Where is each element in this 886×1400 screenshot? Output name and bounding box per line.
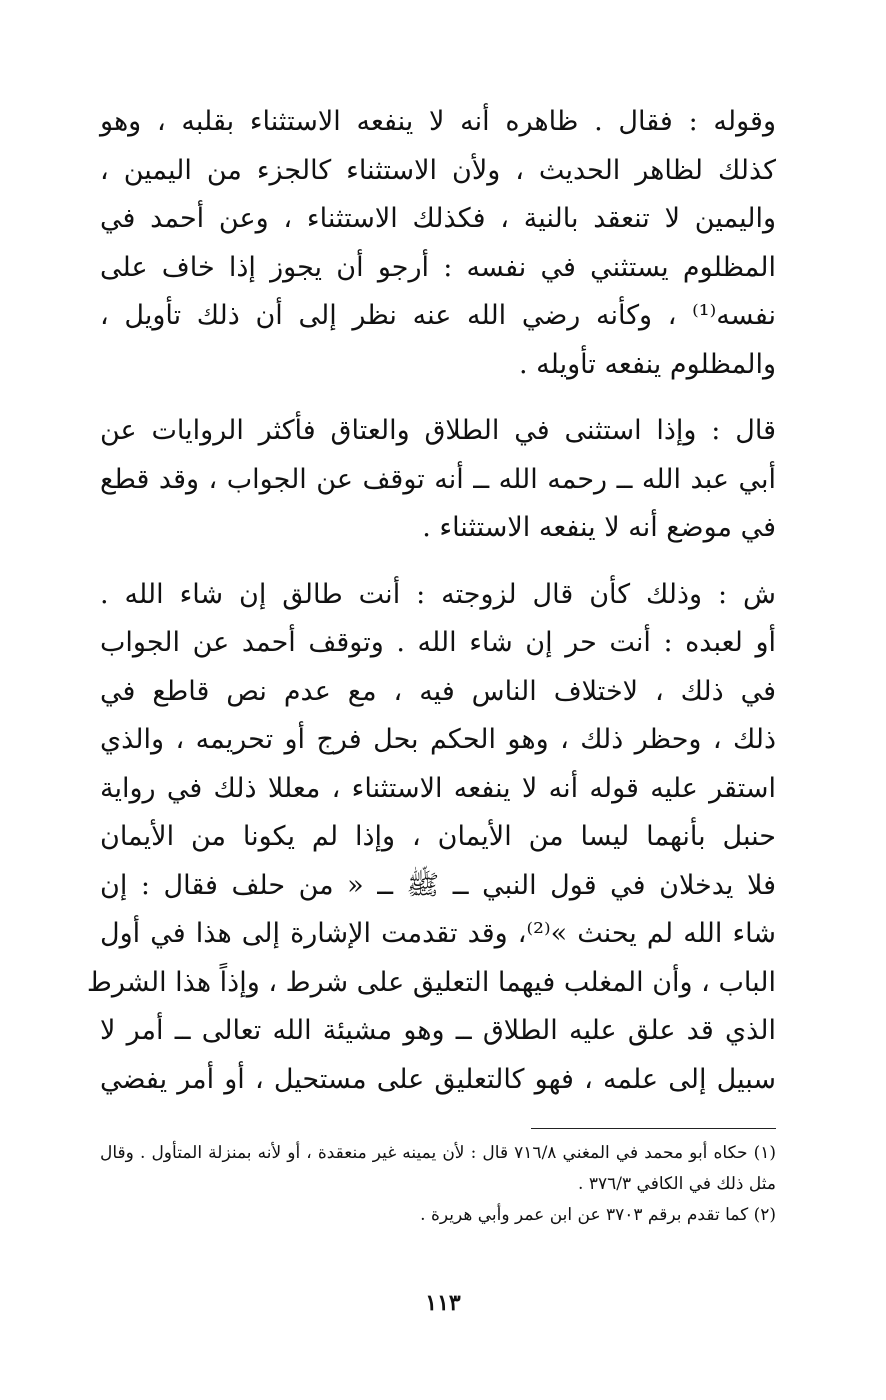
text-line: فلا يدخلان في قول النبي ــ ﷺ ــ « من حلف فقال : إن [100, 869, 776, 901]
text-line: الذي قد علق عليه الطلاق ــ وهو مشيئة الله تعالى ــ أمر لا [100, 1015, 776, 1046]
text-line: الباب ، وأن المغلب فيهما التعليق على شرط ، وإذاً هذا الشرط [86, 966, 776, 998]
text-line: ش : وذلك كأن قال لزوجته : أنت طالق إن شاء الله . [100, 578, 776, 610]
text-line: استقر عليه قوله أنه لا ينفعه الاستثناء ، معللا ذلك في رواية [100, 772, 776, 804]
text-line: أو لعبده : أنت حر إن شاء الله . وتوقف أحمد عن الجواب [100, 627, 776, 658]
text-line: نفسه⁽¹⁾ ، وكأنه رضي الله عنه نظر إلى أن ذلك تأويل ، [100, 300, 776, 331]
text-line: أبي عبد الله ــ رحمه الله ــ أنه توقف عن الجواب ، وقد قطع [100, 463, 776, 495]
footnotes [100, 1138, 776, 1231]
text-line: سبيل إلى علمه ، فهو كالتعليق على مستحيل ، أو أمر يفضي [100, 1063, 776, 1095]
text-line: حنبل بأنهما ليسا من الأيمان ، وإذا لم يكونا من الأيمان [100, 821, 776, 852]
footnote-line: (١) حكاه أبو محمد في المغني ٧١٦/٨ قال : لأن يمينه غير منعقدة ، أو لأنه بمنزلة المتأول . وقال [100, 1143, 776, 1163]
text-line: ذلك ، وحظر ذلك ، وهو الحكم بحل فرج أو تحريمه ، والذي [100, 724, 776, 755]
footnote-1 [100, 1138, 776, 1200]
paragraph-1 [100, 98, 776, 389]
paragraph-2 [100, 407, 776, 553]
footnote-line: مثل ذلك في الكافي ٣٧٦/٣ . [578, 1174, 776, 1194]
text-line: المظلوم يستثني في نفسه : أرجو أن يجوز إذا خاف على [100, 251, 776, 283]
text-line: والمظلوم ينفعه تأويله . [519, 348, 776, 380]
text-line: كذلك لظاهر الحديث ، ولأن الاستثناء كالجزء من اليمين ، [100, 154, 776, 186]
paragraph-3 [86, 571, 777, 1105]
text-line: قال : وإذا استثنى في الطلاق والعتاق فأكثر الروايات عن [100, 415, 776, 446]
text-line: واليمين لا تنعقد بالنية ، فكذلك الاستثناء ، وعن أحمد في [100, 203, 776, 234]
text-line: في موضع أنه لا ينفعه الاستثناء . [422, 512, 776, 543]
text-line: في ذلك ، لاختلاف الناس فيه ، مع عدم نص قاطع في [100, 675, 776, 707]
text-line: وقوله : فقال . ظاهره أنه لا ينفعه الاستثناء بقلبه ، وهو [100, 106, 776, 137]
text-line: شاء الله لم يحنث »⁽²⁾، وقد تقدمت الإشارة إلى هذا في أول [100, 918, 777, 949]
footnote-divider [531, 1128, 776, 1129]
page-number: ١١٣ [425, 1290, 461, 1316]
footnote-line: (٢) كما تقدم برقم ٣٧٠٣ عن ابن عمر وأبي هريرة . [420, 1205, 776, 1225]
footnote-2 [100, 1200, 776, 1231]
main-text [86, 98, 777, 1104]
